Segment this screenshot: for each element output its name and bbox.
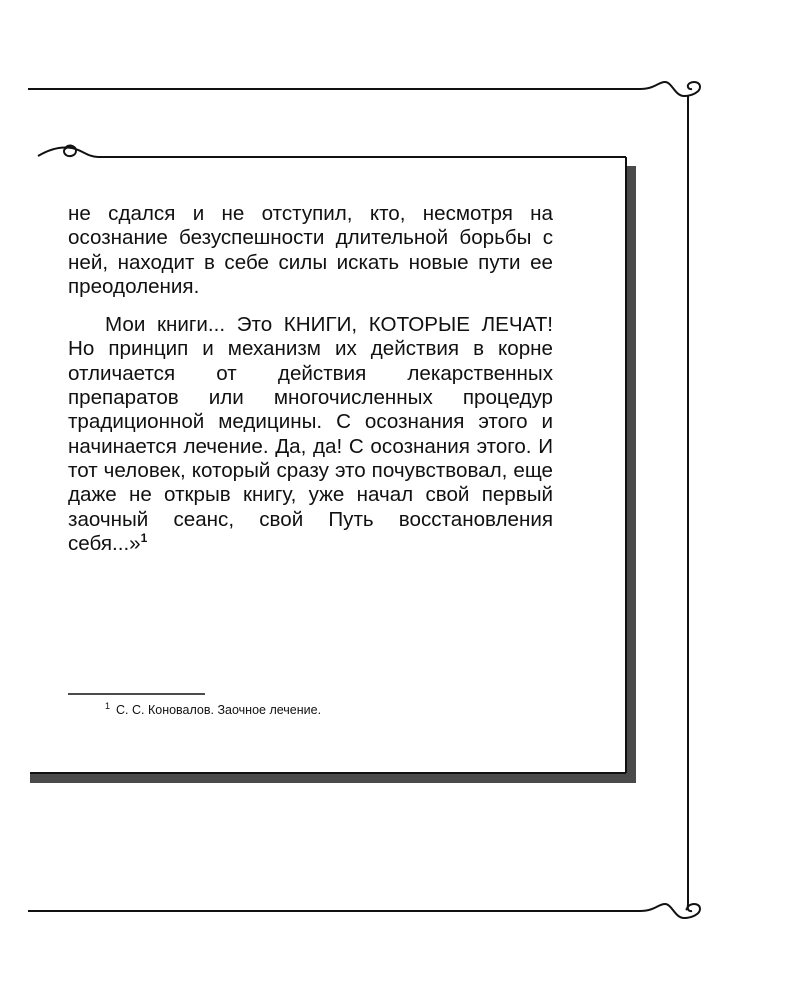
paragraph-2-text: Мои книги... Это КНИГИ, КОТОРЫЕ ЛЕЧАТ! Но принцип и механизм их действия в корне отличается от действия лекарственных препаратов или многочисленных процедур традиционной медицины. С осознания этого и начинается лечение. Да, да! С осознания этого. И тот человек, который сразу это почувствовал, еще даже не открыв книгу, уже начал свой первый заочный сеанс, свой Путь восстановления себя...» [68,313,553,555]
outer-frame-top-rule [28,82,700,96]
footnote-reference[interactable]: 1 [140,531,148,545]
paragraph-1-text: не сдался и не отступил, кто, несмотря на осознание безуспешности длительной борьбы с ней, находит в себе силы искать новые пути ее преодоления. [68,202,553,298]
paragraph [68,313,553,556]
main-text [68,202,553,556]
outer-frame-bottom-rule [28,902,700,918]
footnote-text: С. С. Коновалов. Заочное лечение. [116,703,322,717]
footnote [105,702,321,718]
paragraph [68,202,553,299]
footnote-number: 1 [105,700,111,711]
